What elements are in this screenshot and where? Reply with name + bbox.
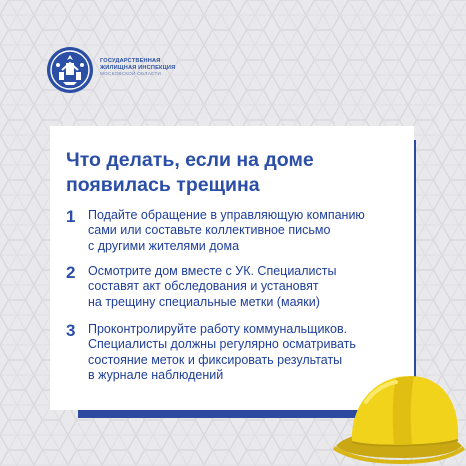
org-name-line2: ЖИЛИЩНАЯ ИНСПЕКЦИЯ xyxy=(100,64,176,71)
step-text-line: в журнале наблюдений xyxy=(88,368,224,383)
step-text-line: Проконтролируйте работу коммунальщиков. xyxy=(88,322,348,336)
step-text-line: Специалисты должны регулярно осматривать xyxy=(88,337,356,352)
inspection-emblem-icon xyxy=(46,46,94,94)
card-title xyxy=(66,148,386,198)
step-text-line: с другими жителями дома xyxy=(88,238,240,253)
step-text-line: состояние меток и фиксировать результаты xyxy=(88,352,343,367)
step-number: 2 xyxy=(66,263,76,282)
step-text xyxy=(88,208,365,254)
card-title-line: появилась трещина xyxy=(66,174,260,196)
org-name-line1: ГОСУДАРСТВЕННАЯ xyxy=(100,58,161,64)
org-region: МОСКОВСКОЙ ОБЛАСТИ xyxy=(100,71,162,77)
step-text xyxy=(88,264,337,310)
step-text xyxy=(88,322,356,384)
step-text-line: на трещину специальные метки (маяки) xyxy=(88,294,320,309)
org-name xyxy=(100,58,175,77)
step-text-line: Осмотрите дом вместе с УК. Специалисты xyxy=(88,264,337,278)
step-text-line: Подайте обращение в управляющую компанию xyxy=(88,208,365,222)
step-text-line: сами или составьте коллективное письмо xyxy=(88,223,331,238)
step-number: 1 xyxy=(66,207,76,226)
step-text-line: составят акт обследования и установят xyxy=(88,279,319,294)
card-title-line: Что делать, если на доме xyxy=(66,149,314,171)
step-number: 3 xyxy=(66,321,76,340)
hard-hat-icon xyxy=(330,362,466,466)
